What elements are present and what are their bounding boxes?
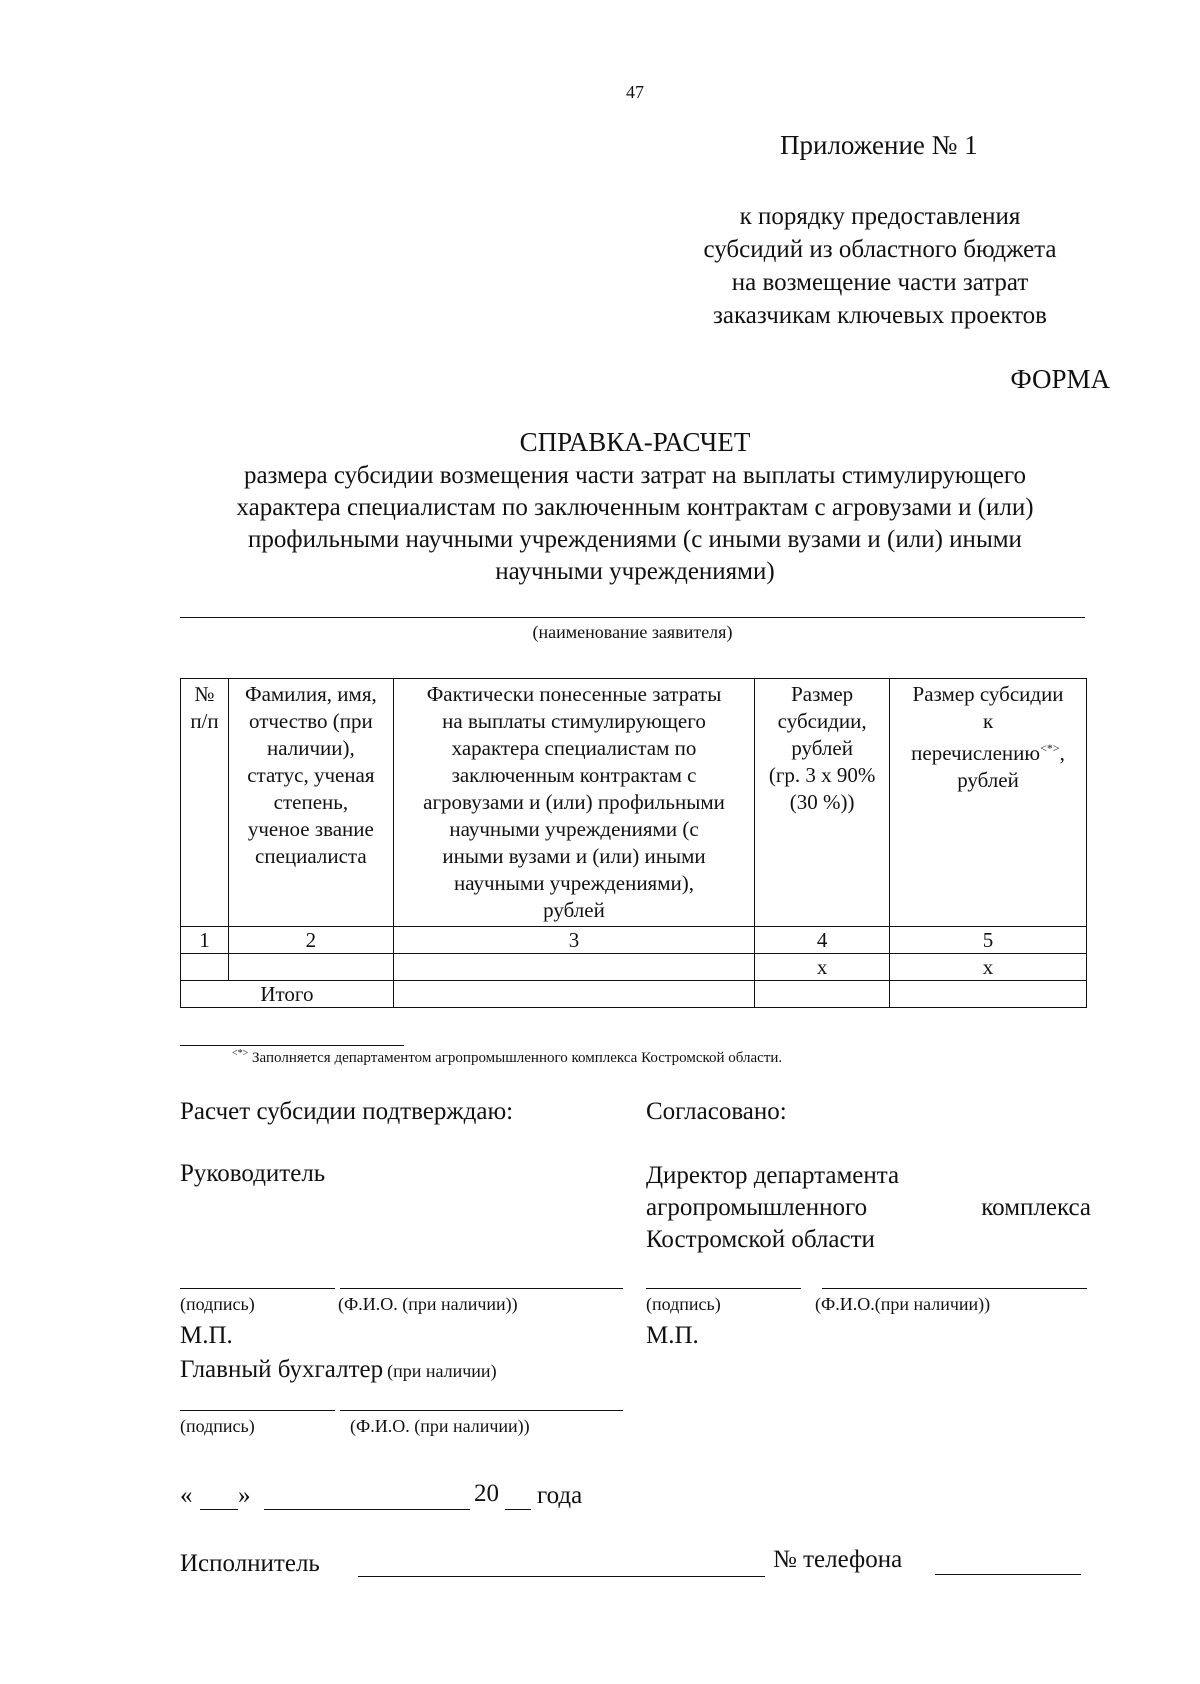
column-number: 3 bbox=[393, 927, 754, 954]
header-subsidy-size: Размер субсидии, рублей (гр. 3 х 90% (30 %)) bbox=[755, 679, 890, 927]
table-cell: х bbox=[890, 954, 1087, 981]
appendix-subtitle-line: заказчикам ключевых проектов bbox=[713, 302, 1047, 329]
table-cell bbox=[890, 981, 1087, 1008]
table-cell bbox=[755, 981, 890, 1008]
executor-label: Исполнитель bbox=[180, 1550, 320, 1577]
chief-accountant bbox=[180, 1356, 497, 1384]
phone-label: № телефона bbox=[773, 1546, 903, 1573]
column-number-row bbox=[181, 927, 1087, 954]
form-label: ФОРМА bbox=[1010, 364, 1110, 394]
chief-accountant-label: Главный бухгалтер bbox=[180, 1356, 384, 1383]
confirm-heading: Расчет субсидии подтверждаю: bbox=[180, 1098, 514, 1125]
executor-line bbox=[358, 1576, 765, 1577]
appendix-subtitle-line: на возмещение части затрат bbox=[731, 269, 1029, 296]
footnote-rule bbox=[180, 1045, 404, 1046]
header-number: № п/п bbox=[181, 679, 229, 927]
page-number: 47 bbox=[626, 82, 644, 102]
signature-line bbox=[180, 1288, 335, 1289]
fio-line bbox=[340, 1288, 623, 1289]
seal-label: М.П. bbox=[646, 1322, 699, 1349]
footnote-text: Заполняется департаментом агропромышленного комплекса Костромской области. bbox=[252, 1050, 783, 1066]
table-cell bbox=[393, 981, 754, 1008]
date-close-quote: » bbox=[238, 1482, 251, 1509]
signature-caption: (подпись) bbox=[180, 1416, 255, 1436]
table-row bbox=[181, 954, 1087, 981]
chief-accountant-note: (при наличии) bbox=[387, 1361, 497, 1381]
phone-line bbox=[935, 1574, 1081, 1575]
table-cell: х bbox=[755, 954, 890, 981]
document-subtitle bbox=[175, 460, 1095, 588]
table-cell bbox=[181, 954, 229, 981]
footnote-marker: <*> bbox=[232, 1048, 249, 1059]
approved-heading: Согласовано: bbox=[646, 1098, 787, 1125]
header-specialist: Фамилия, имя, отчество (при наличии), статус, ученая степень, ученое звание специалиста bbox=[228, 679, 393, 927]
date-year-prefix: 20 bbox=[474, 1480, 499, 1507]
date-day-line bbox=[200, 1509, 238, 1510]
fio-caption: (Ф.И.О. (при наличии)) bbox=[338, 1294, 518, 1314]
fio-line bbox=[822, 1288, 1087, 1289]
applicant-name-line bbox=[180, 617, 1085, 618]
column-number: 2 bbox=[228, 927, 393, 954]
fio-caption: (Ф.И.О.(при наличии)) bbox=[815, 1294, 991, 1314]
calculation-table bbox=[180, 678, 1087, 1008]
total-row bbox=[181, 981, 1087, 1008]
document-subtitle-line: характера специалистам по заключенным контрактам с агровузами и (или) bbox=[236, 494, 1034, 521]
table-header-row bbox=[181, 679, 1087, 927]
date-open-quote: « bbox=[180, 1482, 193, 1509]
signature-line bbox=[646, 1288, 801, 1289]
fio-caption: (Ф.И.О. (при наличии)) bbox=[350, 1416, 530, 1436]
header-subsidy-transfer: Размер субсидии к перечислению<*>, рублей bbox=[890, 679, 1087, 927]
document-subtitle-line: научными учреждениями) bbox=[495, 558, 775, 585]
footnote-marker: <*> bbox=[1040, 741, 1060, 755]
footnote bbox=[232, 1048, 782, 1067]
signature-line bbox=[180, 1410, 335, 1411]
document-subtitle-line: размера субсидии возмещения части затрат на выплаты стимулирующего bbox=[243, 462, 1027, 489]
document-subtitle-line: профильными научными учреждениями (с иными вузами и (или) иными bbox=[248, 526, 1022, 553]
table-cell bbox=[393, 954, 754, 981]
table-cell bbox=[228, 954, 393, 981]
column-number: 5 bbox=[890, 927, 1087, 954]
signature-caption: (подпись) bbox=[180, 1294, 255, 1314]
fio-line bbox=[340, 1410, 623, 1411]
appendix-subtitle bbox=[660, 200, 1100, 332]
appendix-subtitle-line: субсидий из областного бюджета bbox=[703, 236, 1057, 263]
header-actual-costs: Фактически понесенные затраты на выплаты стимулирующего характера специалистам по заключенным контрактам с агровузами и (или) профильными научными учреждениями (с иными вузами и (или) иными научными учреждениями), рублей bbox=[393, 679, 754, 927]
column-number: 4 bbox=[755, 927, 890, 954]
date-month-line bbox=[264, 1509, 470, 1510]
seal-label: М.П. bbox=[180, 1322, 233, 1349]
applicant-caption: (наименование заявителя) bbox=[532, 622, 733, 642]
appendix-title: Приложение № 1 bbox=[780, 130, 978, 160]
date-year-line bbox=[505, 1509, 531, 1510]
signature-caption: (подпись) bbox=[646, 1294, 721, 1314]
column-number: 1 bbox=[181, 927, 229, 954]
appendix-subtitle-line: к порядку предоставления bbox=[739, 203, 1021, 230]
head-role: Руководитель bbox=[180, 1160, 326, 1187]
total-label: Итого bbox=[181, 981, 394, 1008]
document-title: СПРАВКА-РАСЧЕТ bbox=[519, 427, 751, 457]
date-year-suffix: года bbox=[537, 1482, 583, 1509]
director-role: Директор департамента агропромышленного комплекса Костромской области bbox=[646, 1162, 1091, 1253]
